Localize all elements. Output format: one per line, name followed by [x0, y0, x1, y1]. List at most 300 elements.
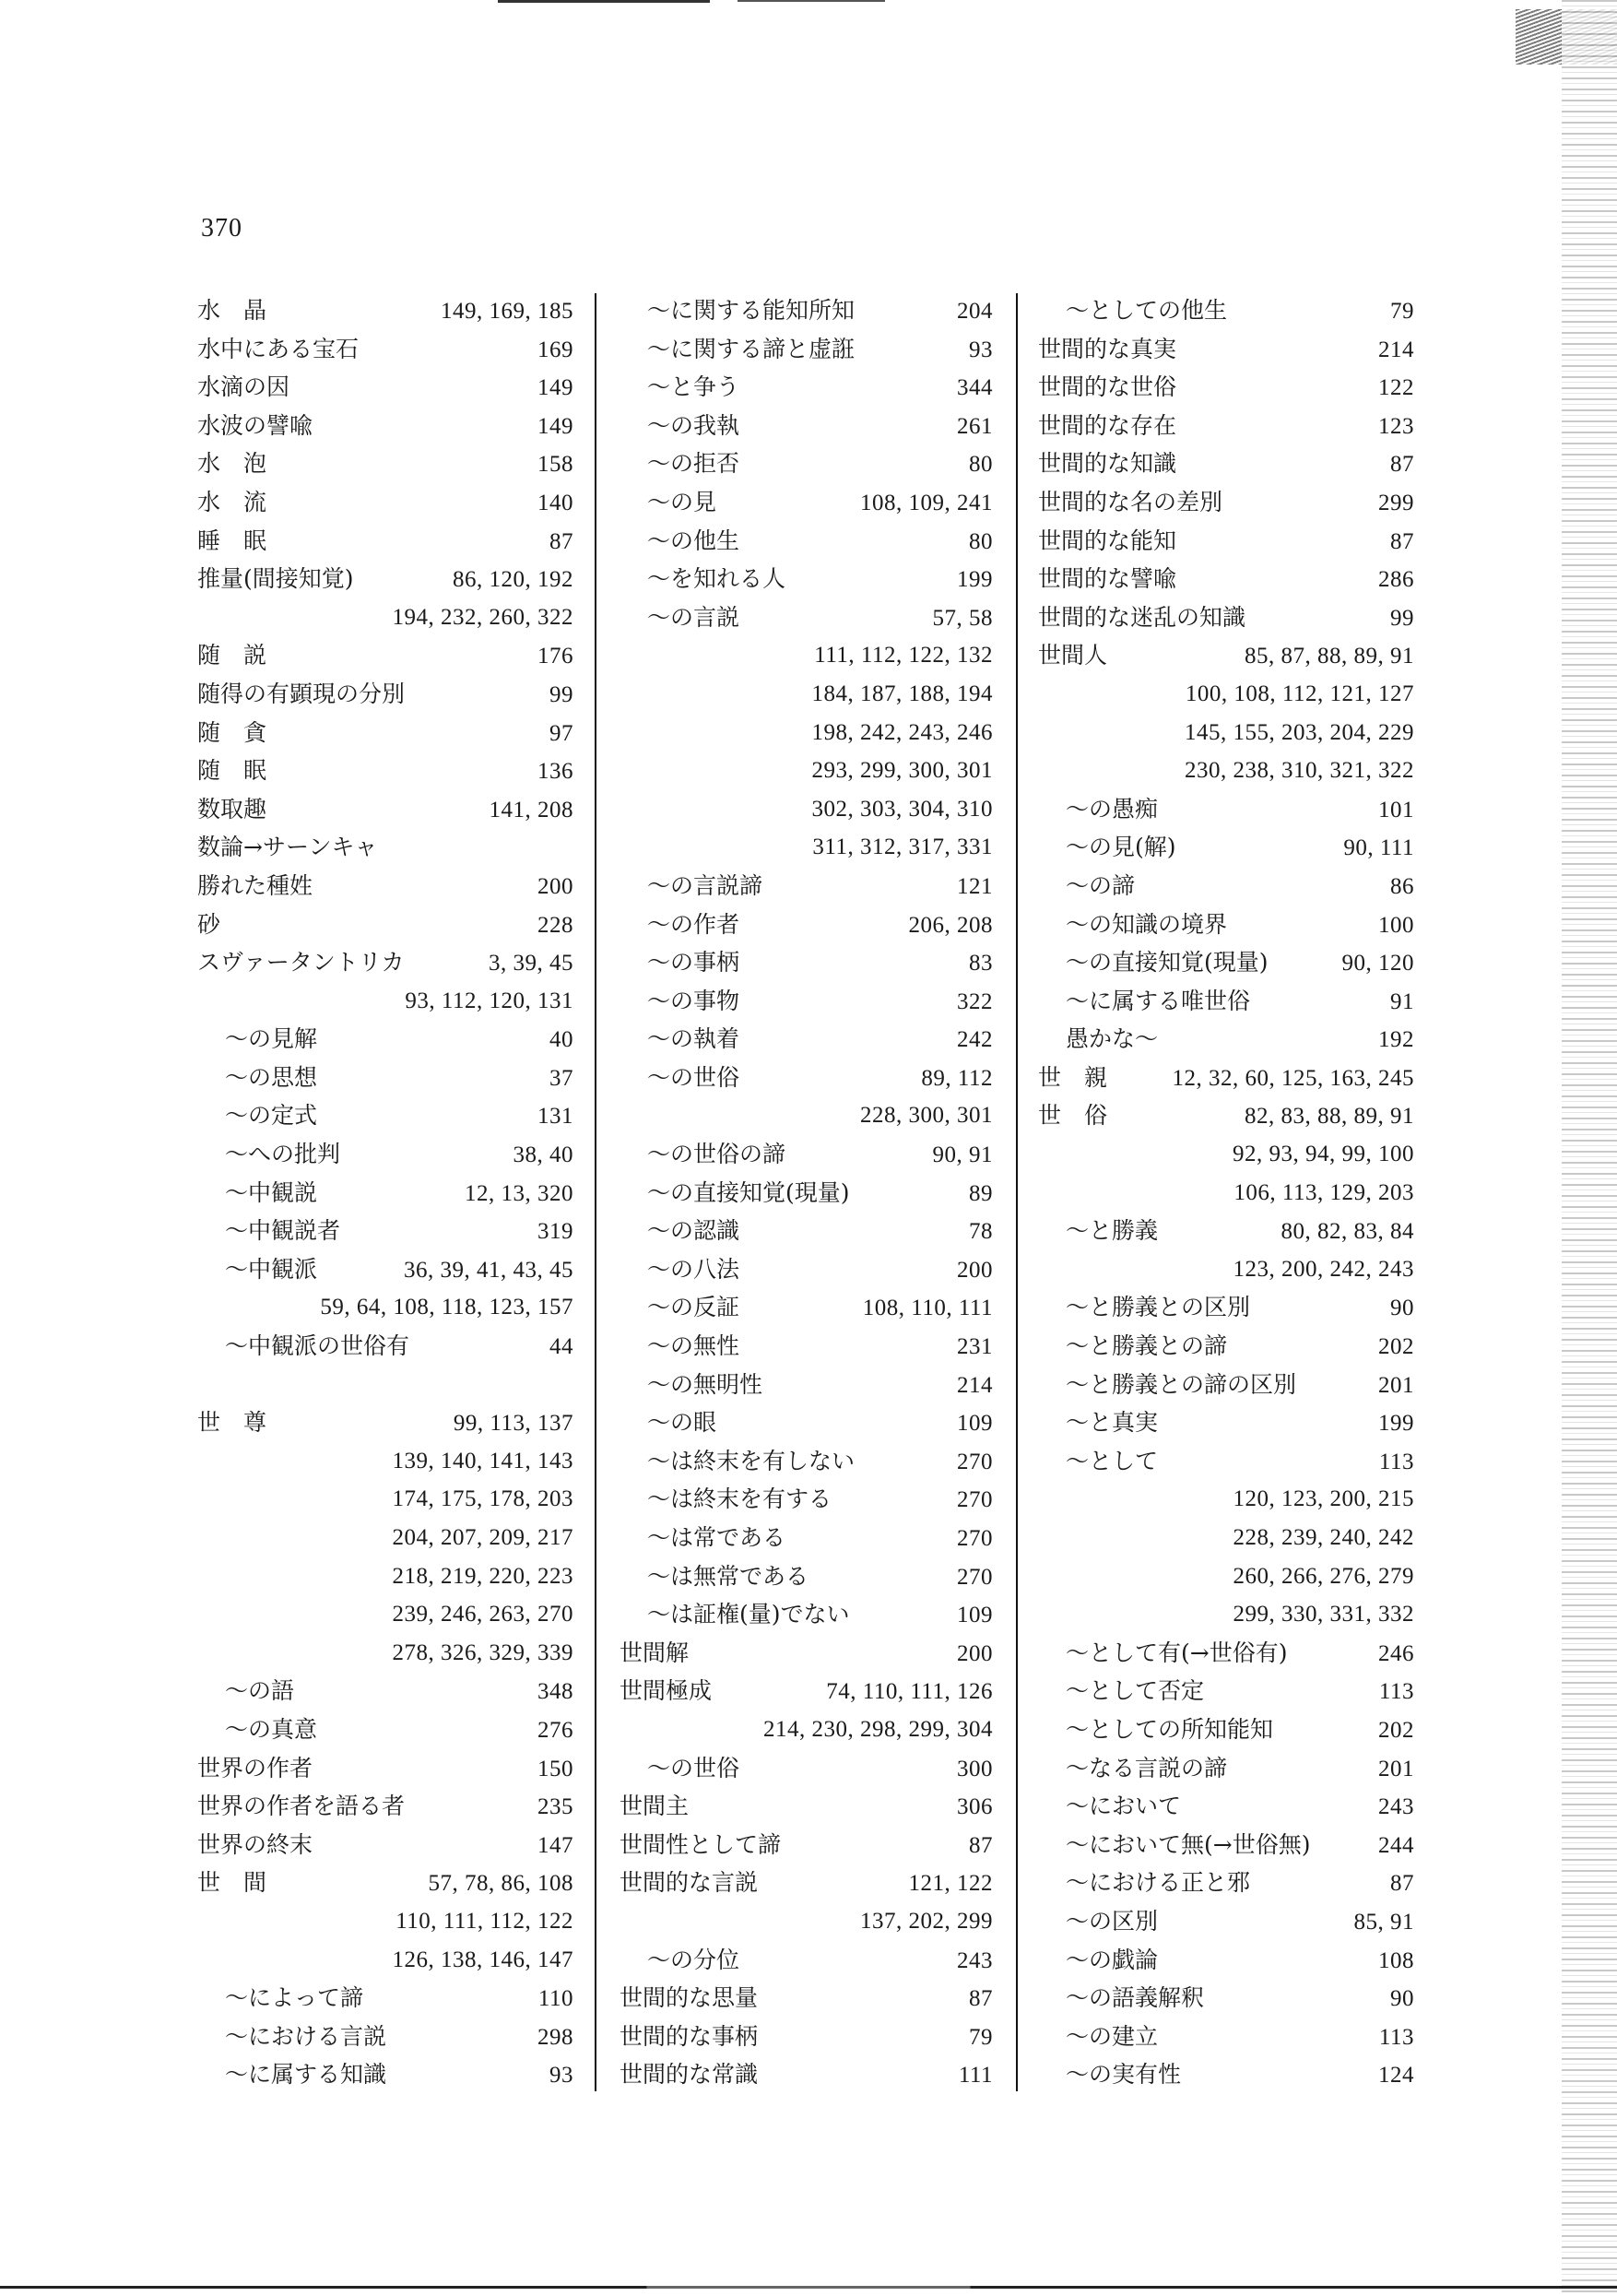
index-entry — [197, 1864, 573, 1902]
index-pages: 260, 266, 276, 279 — [1233, 1563, 1414, 1589]
index-term: 世間的な存在 — [1038, 411, 1177, 439]
index-entry — [197, 522, 573, 561]
index-pages: 121, 122 — [908, 1871, 993, 1897]
index-pages: 174, 175, 178, 203 — [392, 1486, 573, 1512]
index-entry — [1038, 714, 1414, 752]
index-entry — [620, 1327, 993, 1366]
index-entry — [197, 905, 573, 944]
index-term: 世間的な能知 — [1038, 527, 1177, 554]
index-term: 世 俗 — [1038, 1102, 1108, 1130]
index-entry — [1038, 1174, 1414, 1213]
index-entry — [1038, 1557, 1414, 1596]
index-pages: 204 — [957, 299, 993, 324]
index-entry — [1038, 1634, 1414, 1673]
scan-artifact-top — [498, 0, 710, 3]
index-entry — [620, 1710, 993, 1749]
index-term: 〜に属する知識 — [225, 2061, 387, 2089]
index-pages: 311, 312, 317, 331 — [812, 834, 993, 860]
index-term: 〜は終末を有する — [647, 1485, 832, 1513]
index-entry — [197, 1174, 573, 1213]
index-entry — [1038, 1480, 1414, 1519]
index-term: 〜の我執 — [647, 411, 740, 439]
index-pages: 87 — [549, 528, 573, 554]
index-pages: 206, 208 — [908, 912, 993, 938]
index-term: 世間主 — [620, 1793, 690, 1820]
index-entry — [1038, 407, 1414, 445]
index-entry — [1038, 1096, 1414, 1135]
index-entry — [1038, 943, 1414, 982]
index-term: 随得の有顕現の分別 — [197, 680, 406, 707]
index-term: 〜の思想 — [225, 1063, 318, 1091]
index-entry — [197, 1135, 573, 1174]
index-pages: 57, 78, 86, 108 — [428, 1871, 573, 1897]
index-entry — [197, 1288, 573, 1327]
index-pages: 92, 93, 94, 99, 100 — [1233, 1142, 1414, 1167]
index-term: 睡 眠 — [197, 527, 267, 554]
index-pages: 200 — [537, 873, 573, 899]
index-term: 〜の見(解) — [1066, 834, 1176, 861]
index-pages: 59, 64, 108, 118, 123, 157 — [320, 1295, 573, 1320]
index-term: 世間的な譬喩 — [1038, 565, 1177, 593]
index-pages: 89 — [969, 1180, 993, 1206]
index-entry — [1038, 1288, 1414, 1327]
index-pages: 113 — [1378, 2024, 1414, 2050]
index-pages: 109 — [957, 1411, 993, 1437]
index-pages: 239, 246, 263, 270 — [392, 1602, 573, 1627]
index-entry — [197, 828, 573, 867]
index-term: 〜の愚痴 — [1066, 795, 1159, 823]
index-pages: 344 — [957, 375, 993, 401]
index-pages: 86, 120, 192 — [453, 567, 573, 593]
index-entry — [1038, 368, 1414, 407]
index-pages: 131 — [537, 1104, 573, 1130]
index-term: 〜の世俗 — [647, 1754, 740, 1781]
index-term: 〜の事柄 — [647, 949, 740, 976]
index-pages: 79 — [1390, 299, 1414, 324]
index-pages: 122 — [1378, 375, 1414, 401]
index-entry — [1038, 1864, 1414, 1902]
index-pages: 184, 187, 188, 194 — [811, 681, 993, 706]
index-pages: 199 — [957, 567, 993, 593]
index-pages: 80, 82, 83, 84 — [1281, 1219, 1414, 1245]
index-entry — [197, 330, 573, 369]
index-entry — [197, 675, 573, 714]
index-pages: 91 — [1390, 988, 1414, 1014]
index-term: 水 晶 — [197, 297, 267, 324]
index-entry — [197, 560, 573, 598]
index-entry — [1038, 1059, 1414, 1097]
index-pages: 90 — [1390, 1986, 1414, 2012]
index-entry — [1038, 1941, 1414, 1980]
index-pages: 198, 242, 243, 246 — [811, 719, 993, 745]
index-term: 〜に属する唯世俗 — [1066, 987, 1251, 1014]
index-entry — [620, 1787, 993, 1826]
index-term: 〜において無(→世俗無) — [1066, 1830, 1311, 1858]
index-pages: 87 — [969, 1986, 993, 2012]
index-term: 〜の反証 — [647, 1294, 740, 1321]
index-pages: 12, 32, 60, 125, 163, 245 — [1172, 1065, 1414, 1091]
index-entry — [197, 1634, 573, 1673]
index-term: 〜の作者 — [647, 910, 740, 938]
index-term: 世間的な名の差別 — [1038, 488, 1223, 515]
index-term: 世間性として諦 — [620, 1830, 782, 1858]
index-pages: 242 — [957, 1027, 993, 1053]
index-pages: 121 — [957, 873, 993, 899]
index-term: 〜の語義解釈 — [1066, 1984, 1205, 2012]
index-pages: 149 — [537, 413, 573, 439]
index-term: 〜の直接知覚(現量) — [1066, 949, 1269, 976]
index-entry — [197, 1557, 573, 1596]
index-entry — [1038, 905, 1414, 944]
index-pages: 147 — [537, 1832, 573, 1858]
index-pages: 108, 109, 241 — [860, 490, 993, 515]
index-term: 勝れた種姓 — [197, 871, 313, 899]
index-pages: 3, 39, 45 — [489, 951, 573, 976]
index-entry — [620, 752, 993, 790]
index-term: 〜の無明性 — [647, 1370, 763, 1398]
index-pages: 99 — [1390, 605, 1414, 631]
index-pages: 82, 83, 88, 89, 91 — [1245, 1104, 1414, 1130]
index-pages: 243 — [1378, 1794, 1414, 1820]
index-term: 〜の拒否 — [647, 450, 740, 478]
index-term: 〜中観説 — [225, 1178, 318, 1206]
index-term: 〜は終末を有しない — [647, 1447, 856, 1474]
index-term: 〜の見 — [647, 488, 717, 515]
index-pages: 201 — [1378, 1756, 1414, 1781]
index-entry — [620, 1135, 993, 1174]
index-entry — [620, 790, 993, 829]
column-divider — [595, 293, 596, 2091]
index-entry — [1038, 1519, 1414, 1557]
index-pages: 302, 303, 304, 310 — [811, 796, 993, 822]
index-entry — [1038, 1212, 1414, 1250]
index-pages: 231 — [957, 1334, 993, 1360]
index-pages: 246 — [1378, 1640, 1414, 1666]
index-term: 〜の実有性 — [1066, 2061, 1182, 2089]
index-pages: 111 — [958, 2063, 993, 2089]
index-pages: 87 — [1390, 452, 1414, 478]
index-pages: 214, 230, 298, 299, 304 — [763, 1716, 993, 1742]
index-entry — [1038, 1787, 1414, 1826]
index-entry — [197, 1480, 573, 1519]
index-entry — [197, 368, 573, 407]
index-pages: 44 — [549, 1334, 573, 1360]
index-entry — [1038, 1826, 1414, 1864]
index-pages: 145, 155, 203, 204, 229 — [1185, 719, 1414, 745]
index-entry — [1038, 1749, 1414, 1788]
index-entry — [620, 943, 993, 982]
index-term: 〜として有(→世俗有) — [1066, 1639, 1288, 1666]
index-term: 〜の語 — [225, 1677, 295, 1705]
index-entry — [620, 1403, 993, 1442]
index-entry — [620, 1096, 993, 1135]
index-pages: 286 — [1378, 567, 1414, 593]
index-term: 世 間 — [197, 1869, 267, 1897]
index-pages: 100, 108, 112, 121, 127 — [1185, 681, 1414, 706]
index-entry — [1038, 790, 1414, 829]
index-pages: 123, 200, 242, 243 — [1233, 1256, 1414, 1282]
index-column-3 — [1038, 291, 1414, 2094]
index-term: 〜と勝義との区別 — [1066, 1294, 1251, 1321]
index-entry — [620, 1519, 993, 1557]
index-term: 世間的な真実 — [1038, 335, 1177, 362]
index-entry — [197, 1787, 573, 1826]
index-entry — [620, 560, 993, 598]
index-term: 水 流 — [197, 488, 267, 515]
index-entry — [197, 790, 573, 829]
index-pages: 199 — [1378, 1411, 1414, 1437]
index-entry — [197, 1672, 573, 1710]
index-term: 世間人 — [1038, 642, 1108, 669]
index-pages: 200 — [957, 1257, 993, 1283]
index-entry — [197, 1979, 573, 2018]
index-pages: 74, 110, 111, 126 — [826, 1679, 993, 1705]
index-term: 世 尊 — [197, 1409, 267, 1437]
index-entry — [620, 1634, 993, 1673]
index-pages: 87 — [969, 1832, 993, 1858]
index-pages: 158 — [537, 452, 573, 478]
index-pages: 136 — [537, 759, 573, 785]
index-entry — [197, 291, 573, 330]
index-term: 〜に関する能知所知 — [647, 297, 856, 324]
index-pages: 124 — [1378, 2063, 1414, 2089]
index-pages: 87 — [1390, 1871, 1414, 1897]
index-entry — [197, 1710, 573, 1749]
index-term: 世間解 — [620, 1639, 690, 1666]
index-entry — [1038, 483, 1414, 522]
index-entry — [197, 444, 573, 483]
index-entry — [620, 1595, 993, 1634]
index-pages: 113 — [1378, 1679, 1414, 1705]
index-entry — [1038, 1327, 1414, 1366]
index-pages: 276 — [537, 1717, 573, 1743]
index-term: 〜への批判 — [225, 1141, 341, 1168]
index-term: 〜の建立 — [1066, 2022, 1159, 2050]
index-entry — [197, 407, 573, 445]
index-pages: 214 — [1378, 337, 1414, 362]
index-term: 〜なる言説の諦 — [1066, 1754, 1228, 1781]
index-pages: 109 — [957, 1603, 993, 1628]
index-term: 〜と勝義 — [1066, 1217, 1159, 1245]
index-term: 愚かな〜 — [1066, 1025, 1159, 1053]
index-term: 〜は常である — [647, 1524, 786, 1551]
index-entry — [620, 1749, 993, 1788]
index-entry — [620, 982, 993, 1021]
index-term: 〜の直接知覚(現量) — [647, 1178, 850, 1206]
index-entry — [620, 675, 993, 714]
index-pages: 202 — [1378, 1717, 1414, 1743]
index-pages: 228, 239, 240, 242 — [1233, 1525, 1414, 1550]
index-term: 〜の世俗の諦 — [647, 1141, 786, 1168]
index-pages: 108, 110, 111 — [862, 1296, 993, 1321]
index-term: 〜の見解 — [225, 1025, 318, 1053]
index-entry — [1038, 1403, 1414, 1442]
page-number: 370 — [201, 214, 242, 243]
index-term: 〜としての所知能知 — [1066, 1715, 1274, 1743]
index-pages: 37 — [549, 1065, 573, 1091]
index-pages: 299, 330, 331, 332 — [1233, 1602, 1414, 1627]
index-entry — [1038, 1710, 1414, 1749]
index-term: スヴァータントリカ — [197, 949, 405, 976]
index-term: 砂 — [197, 910, 221, 938]
index-entry — [620, 828, 993, 867]
index-pages: 79 — [969, 2024, 993, 2050]
index-entry — [1038, 291, 1414, 330]
index-entry — [620, 1212, 993, 1250]
index-pages: 218, 219, 220, 223 — [392, 1563, 573, 1589]
index-pages: 204, 207, 209, 217 — [392, 1525, 573, 1550]
index-term: 随 貪 — [197, 718, 267, 746]
index-entry — [1038, 1442, 1414, 1481]
index-term: 世間的な知識 — [1038, 450, 1177, 478]
index-term: 世界の作者を語る者 — [197, 1793, 406, 1820]
index-pages: 200 — [957, 1640, 993, 1666]
index-term: 〜の定式 — [225, 1102, 318, 1130]
index-pages: 214 — [957, 1372, 993, 1398]
index-term: 〜における正と邪 — [1066, 1869, 1251, 1897]
index-entry — [197, 2055, 573, 2094]
index-pages: 85, 91 — [1353, 1909, 1414, 1935]
index-pages: 299 — [1378, 490, 1414, 515]
index-term: 〜を知れる人 — [647, 565, 786, 593]
index-pages: 270 — [957, 1487, 993, 1513]
index-pages: 228, 300, 301 — [860, 1103, 993, 1129]
index-entry — [1038, 2055, 1414, 2094]
index-pages: 90, 91 — [932, 1142, 993, 1168]
index-pages: 90 — [1390, 1296, 1414, 1321]
index-entry — [620, 444, 993, 483]
index-term: 〜と争う — [647, 373, 740, 401]
index-term: 〜と勝義との諦 — [1066, 1332, 1228, 1360]
index-entry — [197, 867, 573, 905]
index-entry — [1038, 2018, 1414, 2056]
index-term: 〜として否定 — [1066, 1677, 1205, 1705]
index-pages: 93, 112, 120, 131 — [405, 988, 573, 1013]
index-pages: 90, 120 — [1341, 951, 1414, 976]
index-pages: 139, 140, 141, 143 — [392, 1448, 573, 1473]
index-pages: 149 — [537, 375, 573, 401]
index-term: 〜の戯論 — [1066, 1946, 1159, 1973]
index-pages: 150 — [537, 1756, 573, 1781]
index-pages: 57, 58 — [932, 605, 993, 631]
index-term: 〜の知識の境界 — [1066, 910, 1228, 938]
index-entry — [620, 368, 993, 407]
index-pages: 322 — [957, 988, 993, 1014]
index-term: 世界の作者 — [197, 1754, 313, 1781]
index-pages: 99 — [549, 681, 573, 707]
index-entry — [197, 1366, 573, 1404]
index-pages: 270 — [957, 1526, 993, 1551]
index-pages: 194, 232, 260, 322 — [392, 604, 573, 630]
index-term: 世間的な世俗 — [1038, 373, 1177, 401]
index-term: 〜中観説者 — [225, 1217, 341, 1245]
index-pages: 93 — [549, 2063, 573, 2089]
index-entry — [1038, 1902, 1414, 1941]
index-entry — [620, 1250, 993, 1289]
index-term: 〜の他生 — [647, 527, 740, 554]
index-term: 〜の区別 — [1066, 1907, 1159, 1935]
index-term: 〜中観派の世俗有 — [225, 1332, 410, 1360]
index-pages: 140 — [537, 490, 573, 515]
index-term: 世間的な迷乱の知識 — [1038, 603, 1246, 631]
index-term: 〜の諦 — [1066, 871, 1136, 899]
index-pages: 192 — [1378, 1027, 1414, 1053]
index-term: 〜の世俗 — [647, 1063, 740, 1091]
index-entry — [620, 1672, 993, 1710]
index-term: 〜の分位 — [647, 1946, 740, 1973]
index-entry — [1038, 1366, 1414, 1404]
index-term: 〜と勝義との諦の区別 — [1066, 1370, 1297, 1398]
index-pages: 244 — [1378, 1832, 1414, 1858]
scan-artifact-bottom — [0, 2286, 1617, 2289]
index-pages: 169 — [537, 337, 573, 362]
index-pages: 100 — [1378, 912, 1414, 938]
index-pages: 319 — [537, 1219, 573, 1245]
scan-artifact-top — [738, 0, 885, 2]
index-pages: 202 — [1378, 1334, 1414, 1360]
scan-artifact-edge — [1562, 0, 1617, 2296]
index-pages: 99, 113, 137 — [453, 1411, 573, 1437]
index-pages: 300 — [957, 1756, 993, 1781]
index-pages: 38, 40 — [513, 1142, 573, 1168]
index-entry — [1038, 1672, 1414, 1710]
index-pages: 348 — [537, 1679, 573, 1705]
index-entry — [620, 1059, 993, 1097]
index-entry — [1038, 1250, 1414, 1289]
index-entry — [620, 483, 993, 522]
index-pages: 110 — [537, 1986, 573, 2012]
index-term: 〜における言説 — [225, 2022, 387, 2050]
index-pages: 80 — [969, 452, 993, 478]
index-pages: 141, 208 — [489, 797, 573, 823]
index-entry — [1038, 444, 1414, 483]
index-pages: 80 — [969, 528, 993, 554]
index-entry — [620, 2018, 993, 2056]
index-term: 世間的な事柄 — [620, 2022, 759, 2050]
index-entry — [1038, 752, 1414, 790]
index-entry — [1038, 560, 1414, 598]
index-pages: 306 — [957, 1794, 993, 1820]
index-pages: 137, 202, 299 — [860, 1908, 993, 1934]
index-term: 数取趣 — [197, 795, 267, 823]
index-entry — [620, 1480, 993, 1519]
index-pages: 12, 13, 320 — [465, 1180, 573, 1206]
index-pages: 97 — [549, 720, 573, 746]
index-pages: 89, 112 — [921, 1065, 993, 1091]
index-entry — [620, 1941, 993, 1980]
index-entry — [197, 2018, 573, 2056]
index-entry — [620, 905, 993, 944]
index-entry — [620, 1902, 993, 1941]
index-term: 〜の言説 — [647, 603, 740, 631]
index-entry — [1038, 330, 1414, 369]
index-term: 〜の言説諦 — [647, 871, 763, 899]
index-entry — [197, 1595, 573, 1634]
index-entry — [197, 1442, 573, 1481]
index-term: 世 親 — [1038, 1063, 1108, 1091]
index-entry — [1038, 828, 1414, 867]
index-entry — [620, 1442, 993, 1481]
index-entry — [197, 1250, 573, 1289]
index-entry — [620, 714, 993, 752]
index-term: 推量(間接知覚) — [197, 565, 354, 593]
index-term: 世間極成 — [620, 1677, 713, 1705]
index-term: 世間的な常識 — [620, 2061, 759, 2089]
index-entry — [1038, 675, 1414, 714]
index-term: 〜の無性 — [647, 1332, 740, 1360]
index-entry — [197, 1212, 573, 1250]
index-pages: 270 — [957, 1564, 993, 1590]
